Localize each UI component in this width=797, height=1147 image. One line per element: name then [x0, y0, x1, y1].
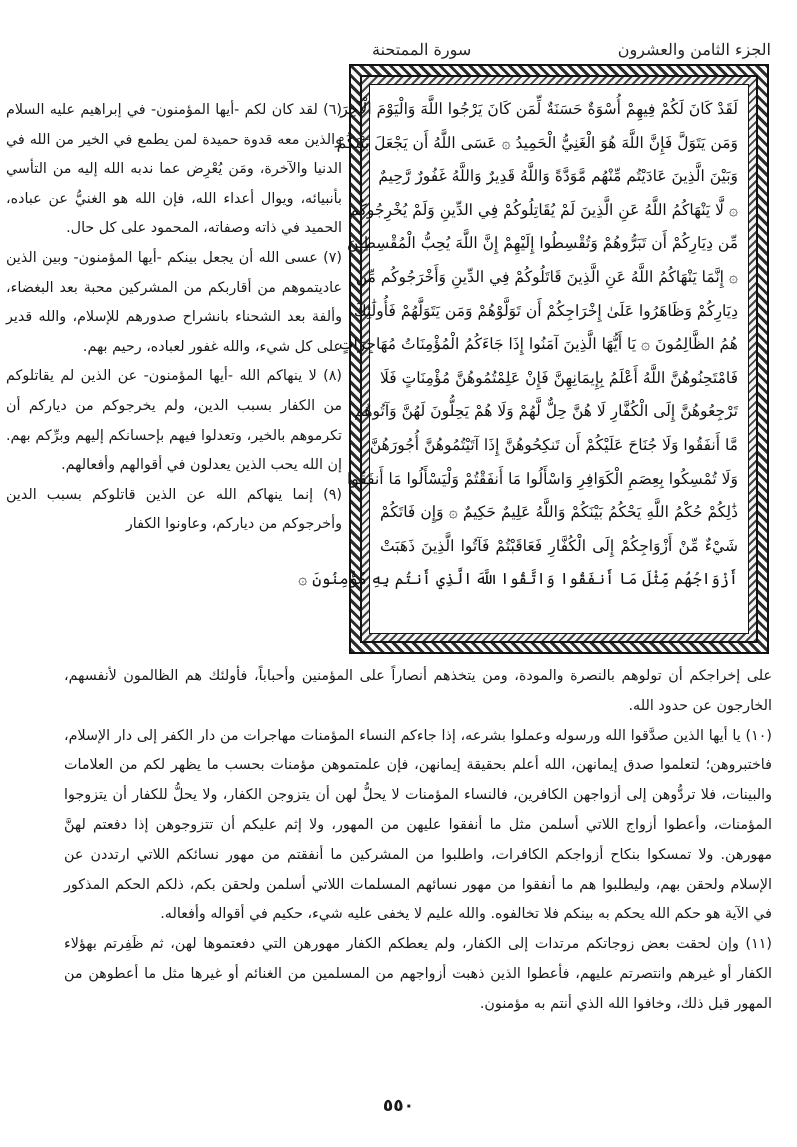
quran-line: ۞ لَّا يَنْهَاكُمُ اللَّهُ عَنِ الَّذِينَ لَمْ يُقَاتِلُوكُمْ فِي الدِّينِ وَلَمْ يُخْرِجُوكُم — [349, 200, 738, 219]
quran-text-box — [298, 84, 749, 634]
quran-line: مِّن دِيَارِكُمْ أَن تَبَرُّوهُمْ وَتُقْسِطُوا إِلَيْهِمْ إِنَّ اللَّهَ يُحِبُّ الْمُقْسِطِينَ — [347, 234, 738, 253]
page-number: ٥٥٠ — [382, 1096, 415, 1116]
commentary-paragraph: (٧) عسى الله أن يجعل بينكم -أيها المؤمنون- وبين الذين عاديتموهم من أقاربكم من المشركين محبة بعد البغضاء، وألفة بعد الشحناء بانشراح صدورهم للإسلام، والله قدير على كل شيء، والله غفور لعباده، رحيم بهم. — [6, 249, 342, 355]
commentary-paragraph: على إخراجكم أن تولوهم بالنصرة والمودة، ومن يتخذهم أنصاراً على المؤمنين وأحباباً، فأولئك هم الظالمون لأنفسهم، الخارجون عن حدود الله. — [64, 668, 772, 714]
juz-header: الجزء الثامن والعشرون — [617, 40, 771, 59]
quran-line: وَمَن يَتَوَلَّ فَإِنَّ اللَّهَ هُوَ الْغَنِيُّ الْحَمِيدُ ۞ عَسَى اللَّهُ أَن يَجْعَلَ بَيْنَكُمْ — [336, 133, 738, 152]
quran-line: وَبَيْنَ الَّذِينَ عَادَيْتُم مِّنْهُم مَّوَدَّةً وَاللَّهُ قَدِيرٌ وَاللَّهُ غَفُورٌ رَّحِيمٌ — [378, 167, 738, 186]
quran-line: مَّا أَنفَقُوا وَلَا جُنَاحَ عَلَيْكُمْ أَن تَنكِحُوهُنَّ إِذَا آتَيْتُمُوهُنَّ أُجُورَهُنَّ — [369, 435, 738, 454]
commentary-paragraph: (٦) لقد كان لكم -أيها المؤمنون- في إبراهيم عليه السلام والذين معه قدوة حميدة لمن يطمع في الخير من الله في الدنيا والآخرة، ومَن يُعْرِض عما ندبه الله إليه من التأسي بأنبيائه، ويوال أعداء الله، فإن الله هو الغنيُّ عن عباده، الحميد في ذاته وصفاته، المحمود على كل حال. — [6, 102, 342, 237]
commentary-paragraph: (١٠) يا أيها الذين صدَّقوا الله ورسوله وعملوا بشرعه، إذا جاءكم النساء المؤمنات مهاجرات من دار الكفر إلى دار الإسلام، فاختبروهن؛ لتعلموا صدق إيمانهن، الله أعلم بحقيقة إيمانهن، فإن علمتموهن مؤمنات بحسب ما يظهر لكم من العلامات والبينات، فلا تردُّوهن إلى أزواجهن الكافرين، فالنساء المؤمنات لا يحلُّ لهن أن يتزوجن الكفار، ولا يحلُّ للكفار أن يتزوجوا المؤمنات، وأعطوا أزواج اللاتي أسلمن مثل ما أنفقوا عليهن من المهور، ولا إثم عليكم أن تتزوجوهن إذا دفعتم لهنَّ مهورهن. ولا تمسكوا بنكاح أزواجكم الكافرات، واطلبوا من المشركين ما أنفقتم من مهور نسائكم اللاتي ارتددن عن الإسلام ولحقن بهم، وليطلبوا هم ما أنفقوا من مهور نسائهم المسلمات اللاتي أسلمن ولحقن بكم، ذلكم الحكم المذكور في الآية هو حكم الله يحكم به بينكم فلا تخالفوه. والله عليم لا يخفى عليه شيء، حكيم في أقواله وأفعاله. — [64, 727, 772, 923]
quran-line: فَامْتَحِنُوهُنَّ اللَّهُ أَعْلَمُ بِإِيمَانِهِنَّ فَإِنْ عَلِمْتُمُوهُنَّ مُؤْمِنَاتٍ فَلَا — [380, 368, 738, 387]
quran-line: دِيَارِكُمْ وَظَاهَرُوا عَلَىٰ إِخْرَاجِكُمْ أَن تَوَلَّوْهُمْ وَمَن يَتَوَلَّهُمْ فَأُولَٰئِكَ — [353, 301, 738, 320]
quran-line: هُمُ الظَّالِمُونَ ۞ يَا أَيُّهَا الَّذِينَ آمَنُوا إِذَا جَاءَكُمُ الْمُؤْمِنَاتُ مُهَاجِرَاتٍ — [338, 335, 738, 354]
quran-line: ۞ إِنَّمَا يَنْهَاكُمُ اللَّهُ عَنِ الَّذِينَ قَاتَلُوكُمْ فِي الدِّينِ وَأَخْرَجُوكُم مِّن — [355, 267, 738, 286]
quran-line: وَلَا تُمْسِكُوا بِعِصَمِ الْكَوَافِرِ وَاسْأَلُوا مَا أَنفَقْتُمْ وَلْيَسْأَلُوا مَا أَنفَقُوا — [346, 469, 738, 488]
quran-line: أَزْوَاجُهُم مِّثْلَ مَا أَنفَقُوا وَاتَّقُوا اللَّهَ الَّذِي أَنتُم بِهِ مُؤْمِنُونَ ۞ — [298, 570, 738, 589]
quran-line: شَيْءٌ مِّنْ أَزْوَاجِكُمْ إِلَى الْكُفَّارِ فَعَاقَبْتُمْ فَآتُوا الَّذِينَ ذَهَبَتْ — [380, 536, 738, 555]
quran-line: ذَٰلِكُمْ حُكْمُ اللَّهِ يَحْكُمُ بَيْنَكُمْ وَاللَّهُ عَلِيمٌ حَكِيمٌ ۞ وَإِن فَاتَكُمْ — [380, 503, 738, 522]
commentary-full-width — [64, 662, 772, 1020]
quran-line: لَقَدْ كَانَ لَكُمْ فِيهِمْ أُسْوَةٌ حَسَنَةٌ لِّمَن كَانَ يَرْجُوا اللَّهَ وَالْيَوْمَ الْآخِرَ — [340, 100, 738, 118]
quran-line: تَرْجِعُوهُنَّ إِلَى الْكُفَّارِ لَا هُنَّ حِلٌّ لَّهُمْ وَلَا هُمْ يَحِلُّونَ لَهُنَّ وَآتُوهُم — [354, 402, 738, 421]
quran-frame — [298, 64, 769, 654]
commentary-side-column — [6, 96, 342, 540]
surah-header: سورة الممتحنة — [372, 40, 472, 59]
commentary-paragraph: (٩) إنما ينهاكم الله عن الذين قاتلوكم بسبب الدين وأخرجوكم من دياركم، وعاونوا الكفار — [6, 486, 342, 533]
commentary-paragraph: (٨) لا ينهاكم الله -أيها المؤمنون- عن الذين لم يقاتلوكم من الكفار بسبب الدين، ولم يخرجوكم من دياركم أن تكرموهم بالخير، وتعدلوا فيهم بإحسانكم إليهم وبرِّكم بهم. إن الله يحب الذين يعدلون في أقوالهم وأفعالهم. — [6, 368, 342, 474]
commentary-paragraph: (١١) وإن لحقت بعض زوجاتكم مرتدات إلى الكفار، ولم يعطكم الكفار مهورهن التي دفعتموها لهن، ثم ظَفِرتم بهؤلاء الكفار أو غيرهم وانتصرتم عليهم، فأعطوا الذين ذهبت أزواجهم من المسلمين من الغنائم أو غيرها مثل ما أعطوهن من المهور قبل ذلك، وخافوا الله الذي أنتم به مؤمنون. — [64, 936, 772, 1012]
quran-frame-border — [298, 75, 758, 643]
